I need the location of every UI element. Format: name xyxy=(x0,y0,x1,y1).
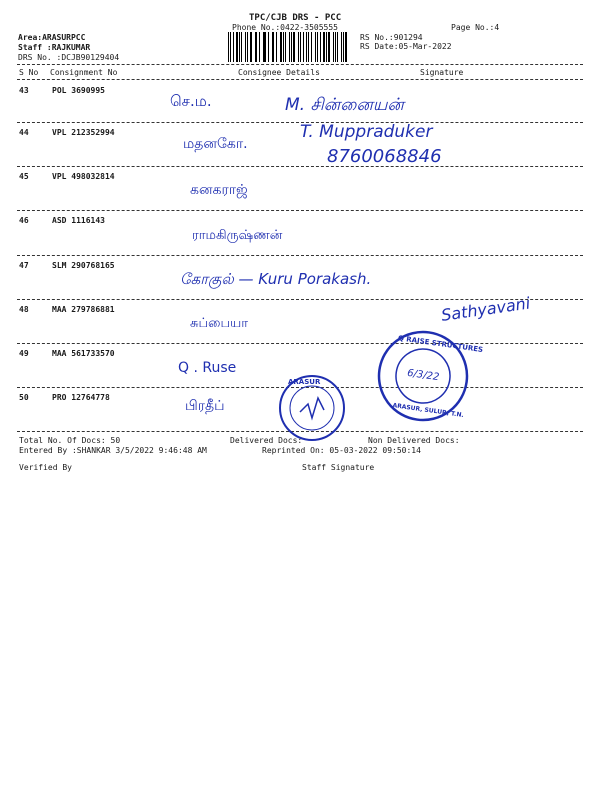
barcode-bar xyxy=(230,32,231,62)
row-sno: 43 xyxy=(19,86,29,95)
divider xyxy=(17,79,583,80)
table-row xyxy=(0,216,600,256)
barcode-bar xyxy=(264,32,266,62)
barcode-bar xyxy=(276,32,277,62)
phone-number: Phone No.:0422-3505555 xyxy=(232,23,338,32)
barcode-bar xyxy=(320,32,321,62)
handwritten-name: மதனகோ. xyxy=(183,136,248,152)
barcode-bar xyxy=(285,32,286,62)
company-seal xyxy=(371,324,484,428)
verified-by: Verified By xyxy=(19,463,72,472)
row-consignment: VPL 212352994 xyxy=(52,128,115,137)
row-sno: 48 xyxy=(19,305,29,314)
divider xyxy=(17,343,583,344)
barcode-bar xyxy=(343,32,344,62)
row-sno: 45 xyxy=(19,172,29,181)
document-title: TPC/CJB DRS - PCC xyxy=(249,13,342,23)
handwritten-name: கோகுல் — Kuru Porakash. xyxy=(180,270,372,288)
divider xyxy=(17,64,583,65)
divider xyxy=(17,255,583,256)
barcode-bar xyxy=(298,32,299,62)
handwritten-name: சுப்பையா xyxy=(190,316,249,331)
col-sno: S No xyxy=(19,68,39,77)
handwritten-name: செ.ம. xyxy=(170,92,212,110)
row-consignment: VPL 498032814 xyxy=(52,172,115,181)
barcode-bar xyxy=(228,32,229,62)
barcode-bar xyxy=(245,32,246,62)
small-stamp xyxy=(278,374,346,442)
staff-label: Staff :RAJKUMAR xyxy=(18,43,91,52)
row-consignment: POL 3690995 xyxy=(52,86,105,95)
barcode-bar xyxy=(280,32,282,62)
barcode-bar xyxy=(250,32,252,62)
row-consignment: ASD 1116143 xyxy=(52,216,105,225)
table-row xyxy=(0,172,600,212)
handwritten-phone: 8760068846 xyxy=(327,146,442,167)
row-sno: 44 xyxy=(19,128,29,137)
barcode-bar xyxy=(256,32,257,62)
barcode-bar xyxy=(263,32,264,62)
row-sno: 46 xyxy=(19,216,29,225)
barcode-bar xyxy=(293,32,295,62)
barcode-bar xyxy=(241,32,242,62)
row-sno: 49 xyxy=(19,349,29,358)
barcode-bar xyxy=(236,32,238,62)
seal-outer-text: Q RAISE STRUCTURES xyxy=(397,334,484,355)
handwritten-name: கனகராஜ் xyxy=(190,182,248,198)
area-label: Area:ARASURPCC xyxy=(18,33,86,42)
handwritten-signature: T. Muppraduker xyxy=(300,122,433,142)
barcode-bar xyxy=(335,32,336,62)
page-number: Page No.:4 xyxy=(451,23,500,32)
barcode-bar xyxy=(311,32,312,62)
handwritten-name: ராமகிருஷ்ணன் xyxy=(192,228,283,243)
barcode-bar xyxy=(308,32,309,62)
reprinted-on: Reprinted On: 05-03-2022 09:50:14 xyxy=(262,446,421,455)
barcode-bar xyxy=(259,32,260,62)
row-consignment: MAA 561733570 xyxy=(52,349,115,358)
row-consignment: PRO 12764778 xyxy=(52,393,110,402)
barcode-bar xyxy=(317,32,318,62)
row-sno: 47 xyxy=(19,261,29,270)
entered-by: Entered By :SHANKAR 3/5/2022 9:46:48 AM xyxy=(19,446,207,455)
barcode-bar xyxy=(315,32,317,62)
barcode-bar xyxy=(239,32,240,62)
drs-number: DRS No. :DCJB90129404 xyxy=(18,53,120,62)
row-consignment: SLM 290768165 xyxy=(52,261,115,270)
barcode-bar xyxy=(300,32,301,62)
rs-date: RS Date:05-Mar-2022 xyxy=(360,42,452,51)
barcode xyxy=(228,32,350,62)
divider xyxy=(17,210,583,211)
barcode-bar xyxy=(289,32,290,62)
barcode-bar xyxy=(345,32,347,62)
row-consignment: MAA 279786881 xyxy=(52,305,115,314)
barcode-bar xyxy=(337,32,338,62)
handwritten-name: பிரதீப் xyxy=(185,398,225,414)
barcode-bar xyxy=(303,32,304,62)
col-consignee: Consignee Details xyxy=(238,68,320,77)
barcode-bar xyxy=(233,32,234,62)
delivered-docs: Delivered Docs: xyxy=(230,436,303,445)
col-signature: Signature xyxy=(420,68,464,77)
barcode-bar xyxy=(283,32,284,62)
barcode-bar xyxy=(268,32,269,62)
non-delivered-docs: Non Delivered Docs: xyxy=(368,436,460,445)
staff-signature: Staff Signature xyxy=(302,463,375,472)
barcode-bar xyxy=(333,32,334,62)
handwritten-signature: M. சின்னையன் xyxy=(285,95,404,115)
handwritten-name: Q . Ruse xyxy=(178,360,237,376)
seal-bottom-text: ARASUR, SULUR, T.N. xyxy=(392,402,465,420)
handwritten-signature: Sathyavani xyxy=(440,293,532,325)
barcode-bar xyxy=(306,32,307,62)
divider xyxy=(17,166,583,167)
barcode-bar xyxy=(326,32,327,62)
barcode-bar xyxy=(255,32,256,62)
barcode-bar xyxy=(323,32,324,62)
total-docs: Total No. Of Docs: 50 xyxy=(19,436,121,445)
seal-date: 6/3/22 xyxy=(406,367,440,384)
col-consignment: Consignment No xyxy=(50,68,118,77)
barcode-bar xyxy=(291,32,292,62)
row-sno: 50 xyxy=(19,393,29,402)
barcode-bar xyxy=(328,32,330,62)
barcode-bar xyxy=(247,32,248,62)
barcode-bar xyxy=(341,32,342,62)
barcode-bar xyxy=(273,32,274,62)
barcode-bar xyxy=(272,32,273,62)
small-stamp-text: ARASUR xyxy=(288,378,321,386)
rs-number: RS No.:901294 xyxy=(360,33,423,42)
